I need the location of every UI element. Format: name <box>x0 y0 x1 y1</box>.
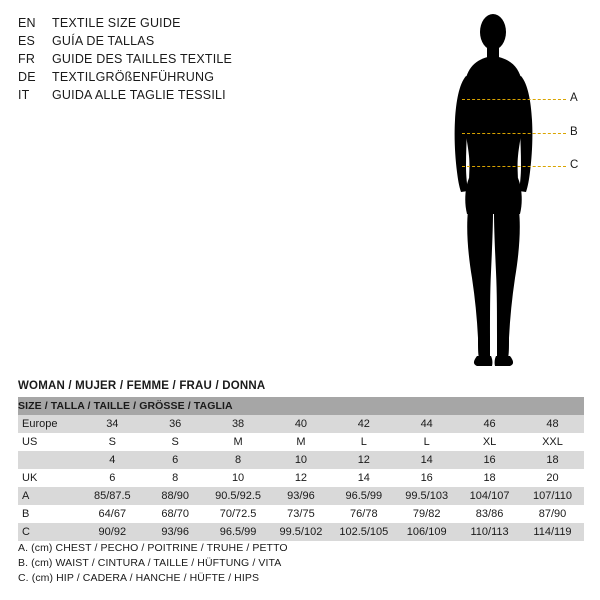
table-row <box>18 451 584 469</box>
cell: 4 <box>81 451 144 469</box>
language-title-block <box>18 16 318 106</box>
cell: 20 <box>521 469 584 487</box>
female-body-figure <box>430 6 590 371</box>
measurement-legend <box>18 542 584 587</box>
language-title: GUIDE DES TAILLES TEXTILE <box>52 52 233 66</box>
cell: 12 <box>332 451 395 469</box>
table-row <box>18 505 584 523</box>
cell: L <box>395 433 458 451</box>
language-code: IT <box>18 88 30 102</box>
cell: XL <box>458 433 521 451</box>
cell: 104/107 <box>458 487 521 505</box>
cell: 93/96 <box>270 487 333 505</box>
cell: M <box>207 433 270 451</box>
language-code: EN <box>18 16 36 30</box>
language-row <box>18 70 318 88</box>
cell: 68/70 <box>144 505 207 523</box>
table-row <box>18 523 584 541</box>
cell: 110/113 <box>458 523 521 541</box>
measure-line-chest <box>462 99 566 100</box>
cell: 36 <box>144 415 207 433</box>
cell: 48 <box>521 415 584 433</box>
cell: 99.5/103 <box>395 487 458 505</box>
row-label: B <box>18 505 81 523</box>
cell: 99.5/102 <box>270 523 333 541</box>
measure-line-hip <box>462 166 566 167</box>
language-code: FR <box>18 52 36 66</box>
legend-row-b: B. (cm) WAIST / CINTURA / TAILLE / HÜFTUNG / VITA <box>18 557 282 569</box>
cell: 38 <box>207 415 270 433</box>
table-row <box>18 415 584 433</box>
cell: 10 <box>270 451 333 469</box>
language-title: GUIDA ALLE TAGLIE TESSILI <box>52 88 226 102</box>
size-table <box>18 397 584 541</box>
language-title: TEXTILGRÖßENFÜHRUNG <box>52 70 215 84</box>
cell: 10 <box>207 469 270 487</box>
language-code: ES <box>18 34 36 48</box>
cell: 44 <box>395 415 458 433</box>
language-row <box>18 88 318 106</box>
table-header-row <box>18 397 584 415</box>
size-table-area <box>18 380 584 541</box>
cell: L <box>332 433 395 451</box>
cell: XXL <box>521 433 584 451</box>
legend-row-c: C. (cm) HIP / CADERA / HANCHE / HÜFTE / HIPS <box>18 572 260 584</box>
cell: 8 <box>144 469 207 487</box>
table-row <box>18 433 584 451</box>
cell: 64/67 <box>81 505 144 523</box>
language-title: TEXTILE SIZE GUIDE <box>52 16 181 30</box>
cell: 88/90 <box>144 487 207 505</box>
cell: 14 <box>332 469 395 487</box>
cell: 83/86 <box>458 505 521 523</box>
cell: 90.5/92.5 <box>207 487 270 505</box>
cell: 46 <box>458 415 521 433</box>
cell: 107/110 <box>521 487 584 505</box>
cell: S <box>81 433 144 451</box>
cell: 87/90 <box>521 505 584 523</box>
language-code: DE <box>18 70 36 84</box>
cell: 70/72.5 <box>207 505 270 523</box>
cell: 93/96 <box>144 523 207 541</box>
cell: 114/119 <box>521 523 584 541</box>
cell: 90/92 <box>81 523 144 541</box>
cell: 76/78 <box>332 505 395 523</box>
cell: 12 <box>270 469 333 487</box>
cell: 18 <box>458 469 521 487</box>
row-label: UK <box>18 469 81 487</box>
cell: 6 <box>144 451 207 469</box>
cell: S <box>144 433 207 451</box>
measure-label-c: C <box>570 159 579 171</box>
cell: 40 <box>270 415 333 433</box>
table-row <box>18 469 584 487</box>
row-label: US <box>18 433 81 451</box>
cell: 42 <box>332 415 395 433</box>
measure-line-waist <box>462 133 566 134</box>
row-label: Europe <box>18 415 81 433</box>
cell: 8 <box>207 451 270 469</box>
language-title: GUÍA DE TALLAS <box>52 34 155 48</box>
row-label <box>18 451 81 469</box>
cell: 106/109 <box>395 523 458 541</box>
table-header-label: SIZE / TALLA / TAILLE / GRÖSSE / TAGLIA <box>18 397 584 415</box>
cell: 18 <box>521 451 584 469</box>
legend-row-a: A. (cm) CHEST / PECHO / POITRINE / TRUHE / PETTO <box>18 542 288 554</box>
table-row <box>18 487 584 505</box>
cell: 73/75 <box>270 505 333 523</box>
language-row <box>18 34 318 52</box>
cell: 96.5/99 <box>207 523 270 541</box>
cell: 16 <box>458 451 521 469</box>
cell: 85/87.5 <box>81 487 144 505</box>
measure-label-a: A <box>570 92 578 104</box>
cell: 14 <box>395 451 458 469</box>
cell: 79/82 <box>395 505 458 523</box>
table-caption: WOMAN / MUJER / FEMME / FRAU / DONNA <box>18 380 266 392</box>
row-label: C <box>18 523 81 541</box>
language-row <box>18 16 318 34</box>
measure-label-b: B <box>570 126 578 138</box>
female-silhouette-icon <box>430 6 590 371</box>
language-row <box>18 52 318 70</box>
row-label: A <box>18 487 81 505</box>
cell: 102.5/105 <box>332 523 395 541</box>
cell: M <box>270 433 333 451</box>
cell: 6 <box>81 469 144 487</box>
cell: 96.5/99 <box>332 487 395 505</box>
cell: 34 <box>81 415 144 433</box>
cell: 16 <box>395 469 458 487</box>
